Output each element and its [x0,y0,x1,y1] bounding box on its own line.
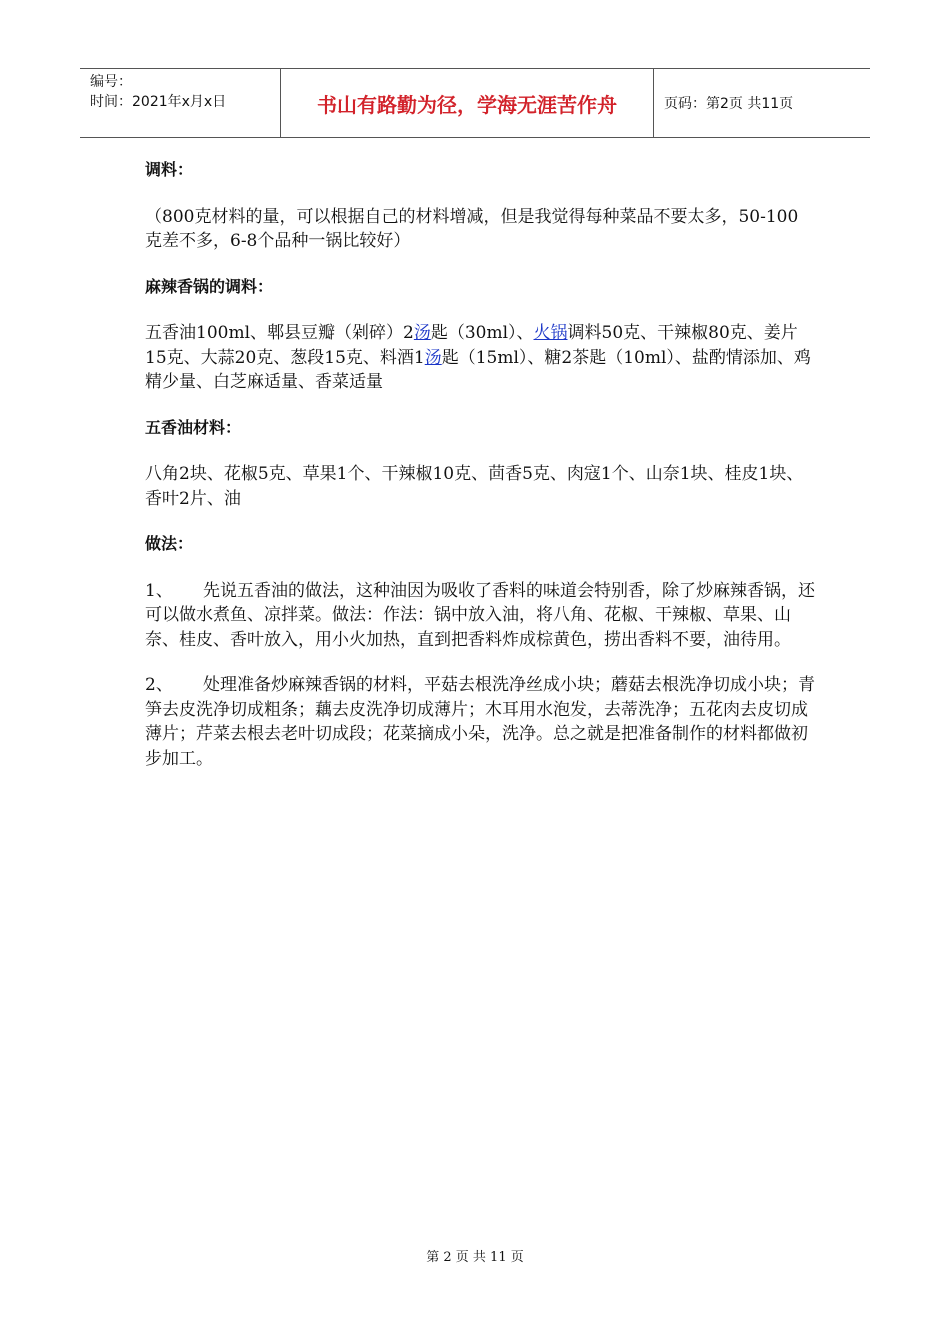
page-header [80,68,870,138]
link-hotpot[interactable]: 火锅 [533,323,568,343]
step-text: 先说五香油的做法，这种油因为吸收了香料的味道会特别香，除了炒麻辣香锅，还可以做水煮鱼、凉拌菜。做法：作法：锅中放入油，将八角、花椒、干辣椒、草果、山奈、桂皮、香叶放入，用小火加热，直到把香料炸成棕黄色，捞出香料不要，油待用。 [145,580,815,650]
section-title-seasoning: 调料： [145,160,194,179]
seasoning-text: 匙（30ml）、 [430,323,534,343]
header-meta [80,69,280,137]
document-body [145,158,815,771]
section-title-method: 做法： [145,534,194,553]
step-number: 1、 [145,580,173,601]
link-soup-2[interactable]: 汤 [424,347,442,368]
document-number-label: 编号： [90,74,132,90]
seasoning-note: （800克材料的量，可以根据自己的材料增减，但是我觉得每种菜品不要太多，50-100克差不多，6-8个品种一锅比较好） [145,206,799,251]
header-motto: 书山有路勤为径，学海无涯苦作舟 [280,69,654,137]
seasoning-text: 五香油100ml、郫县豆瓣（剁碎）2 [145,323,414,343]
page-footer: 第 2 页 共 11 页 [426,1250,524,1265]
spice-oil-list: 八角2块、花椒5克、草果1个、干辣椒10克、茴香5克、肉寇1个、山奈1块、桂皮1块、香叶2片、油 [145,464,804,509]
section-title-hotpot-seasoning: 麻辣香锅的调料： [145,276,274,296]
seasoning-text: 调料50克、干辣椒80克、姜片15克、大蒜20克、葱段15克、料酒1 [145,323,798,368]
method-step-2 [145,673,815,771]
seasoning-text: 匙（15ml）、糖2茶匙（10ml）、盐酌情添加、鸡精少量、白芝麻适量、香菜适量 [145,347,811,392]
step-number: 2、 [145,675,173,695]
method-step-1 [145,579,815,653]
hotpot-seasoning-list [145,321,815,395]
step-text: 处理准备炒麻辣香锅的材料，平菇去根洗净丝成小块；蘑菇去根洗净切成小块；青笋去皮洗净切成粗条；藕去皮洗净切成薄片；木耳用水泡发，去蒂洗净；五花肉去皮切成薄片；芹菜去根去老叶切成段；花菜摘成小朵，洗净。总之就是把准备制作的材料都做初步加工。 [145,675,815,769]
document-date: 时间：2021年x月x日 [90,94,227,110]
section-title-spice-oil: 五香油材料： [145,417,242,437]
link-soup[interactable]: 汤 [413,323,431,343]
header-page-info: 页码：第2页 共11页 [664,96,794,112]
